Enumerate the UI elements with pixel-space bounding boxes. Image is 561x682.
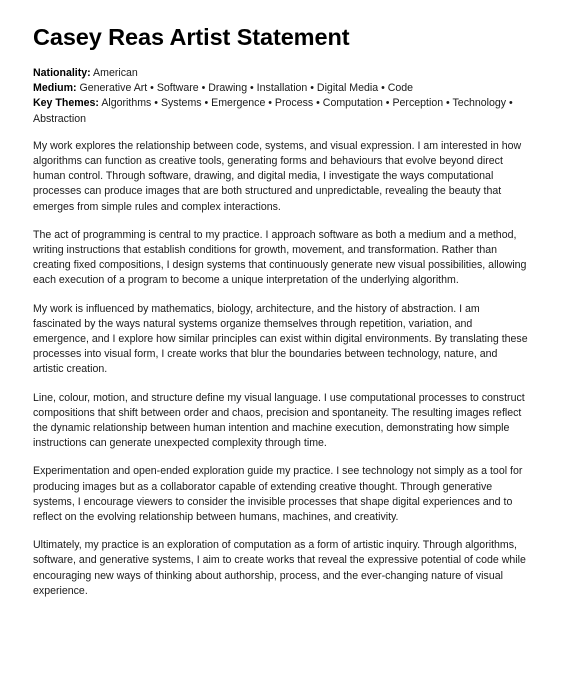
document-page [33, 20, 529, 612]
document-title: Casey Reas Artist Statement [33, 24, 350, 50]
meta-medium-value: Generative Art • Software • Drawing • Installation • Digital Media • Code [79, 82, 414, 95]
statement-paragraph: Ultimately, my practice is an exploration of computation as a form of artistic inquiry. Through algorithms, software, and generative systems, I aim to create works that reveal the expressive potential of code while encouraging new ways of thinking about authorship, process, and the ever-changing nature of visual experience. [33, 539, 526, 597]
meta-key-themes [33, 96, 529, 126]
meta-nationality-label: Nationality: [33, 67, 91, 79]
meta-medium-label: Medium: [33, 82, 77, 95]
statement-body [33, 139, 529, 599]
statement-paragraph: The act of programming is central to my practice. I approach software as both a medium and a method, writing instructions that establish conditions for growth, movement, and transformation. Rather than creating fixed compositions, I design systems that continuously generate new visual possibilities, allowing each execution of a program to become a unique interpretation of the underlying algorithm. [33, 228, 527, 287]
meta-key-themes-value: Algorithms • Systems • Emergence • Process • Computation • Perception • Technology • Abstraction [33, 97, 513, 125]
meta-nationality [33, 66, 529, 81]
meta-key-themes-label: Key Themes: [33, 97, 99, 110]
statement-paragraph: Line, colour, motion, and structure define my visual language. I use computational processes to construct compositions that shift between order and chaos, precision and spontaneity. The resulting images reflect the dynamic relationship between human intention and machine execution, demonstrating how simple instructions can generate unexpected complexity through time. [33, 391, 525, 450]
statement-paragraph: My work is influenced by mathematics, biology, architecture, and the history of abstraction. I am fascinated by the ways natural systems organize themselves through repetition, variation, and emergence, and I explore how similar principles can exist within digital environments. By translating these processes into visual form, I create works that blur the boundaries between technology, nature, and artistic creation. [33, 302, 528, 376]
metadata-block [33, 66, 529, 127]
statement-paragraph: My work explores the relationship between code, systems, and visual expression. I am interested in how algorithms can function as creative tools, generating forms and behaviours that evolve beyond direct human control. Through software, drawing, and digital media, I investigate the ways computational processes can produce images that are both structured and unpredictable, revealing the beauty that emerges from simple rules and complex interactions. [33, 139, 522, 213]
meta-nationality-value: American [93, 67, 138, 79]
meta-medium [33, 81, 529, 96]
statement-paragraph: Experimentation and open-ended exploration guide my practice. I see technology not simply as a tool for producing images but as a collaborator capable of extending creative thought. Through generative systems, I encourage viewers to consider the invisible processes that shape digital experiences and to reflect on the evolving relationship between humans, machines, and creativity. [33, 465, 523, 524]
